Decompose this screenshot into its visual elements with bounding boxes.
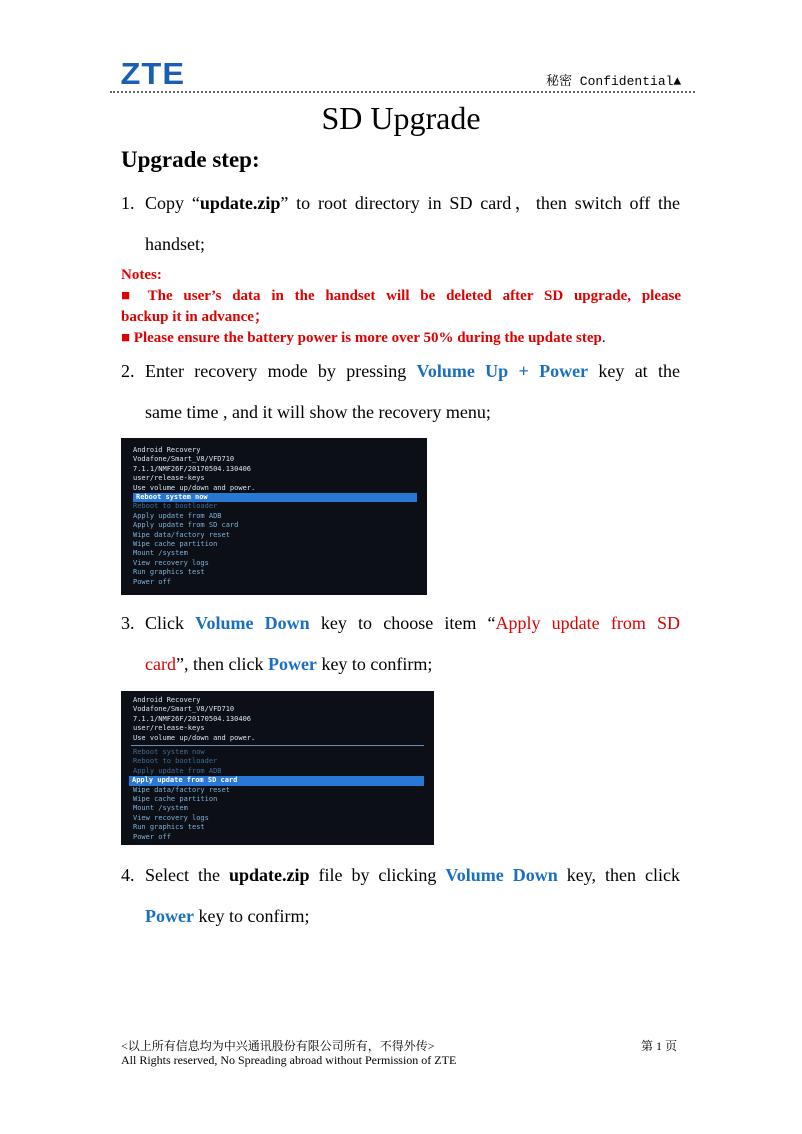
recovery-menu-item-selected: Apply update from SD card [129, 776, 424, 785]
recovery-menu-item: Run graphics test [133, 823, 205, 832]
step-2-text-c: key at the [588, 361, 680, 381]
step-1-text-a: Copy “ [145, 193, 200, 213]
step-3-text-h: key to confirm; [316, 654, 433, 674]
step-2-keys: Volume Up + Power [416, 361, 589, 381]
recovery-menu-item: Wipe cache partition [133, 795, 218, 804]
step-3-menu-item: Apply update from SD [495, 613, 681, 633]
recovery-header-line: user/release-keys [133, 724, 205, 733]
step-3-menu-item-end: card [145, 654, 176, 674]
note-1-line-1: ■ The user’s data in the handset will be deleted after SD upgrade, please [121, 288, 681, 304]
step-4-filename: update.zip [228, 865, 310, 885]
step-4-text-a: Select the [145, 865, 229, 885]
recovery-menu-item: View recovery logs [133, 558, 209, 567]
recovery-header-line: Android Recovery [133, 696, 201, 704]
note-1-line-2: backup it in advance； [121, 309, 269, 325]
step-3-line-1 [145, 603, 680, 644]
recovery-menu-item: Reboot system now [133, 748, 205, 757]
recovery-menu-item: Power off [133, 577, 171, 586]
recovery-menu-item: Mount /system [133, 804, 188, 813]
recovery-header-line: Use volume up/down and power. [133, 483, 256, 492]
notes-block [121, 265, 681, 349]
step-3-key: Volume Down [195, 613, 310, 633]
step-2-line-1 [145, 351, 680, 392]
note-2 [121, 328, 681, 349]
step-3-text-a: Click [145, 613, 196, 633]
step-2-text-a: Enter recovery mode by pressing [145, 361, 417, 381]
recovery-menu-item: Wipe data/factory reset [133, 530, 230, 539]
recovery-screenshot-1 [121, 438, 427, 595]
note-2-end: . [601, 330, 606, 346]
recovery-menu-item: Apply update from SD card [133, 521, 239, 530]
page-title: SD Upgrade [321, 100, 481, 136]
recovery-menu-item: Apply update from ADB [133, 511, 222, 520]
recovery-header-line: Use volume up/down and power. [133, 733, 256, 742]
recovery-header-line: Android Recovery [133, 446, 201, 454]
recovery-header-line: Vodafone/Smart_V8/VFD710 [133, 705, 235, 714]
recovery-menu-item: Reboot to bootloader [133, 502, 218, 511]
notes-label: Notes: [121, 267, 162, 283]
confidential-label: 秘密 Confidential▲ [546, 74, 682, 89]
recovery-menu-item-selected: Reboot system now [133, 493, 417, 502]
page-number: 第 1 页 [641, 1039, 678, 1053]
step-1-number: 1. [121, 193, 135, 213]
recovery-menu-item: Power off [133, 832, 171, 841]
step-4-power-key: Power [145, 906, 194, 926]
recovery-header-line: 7.1.1/NMF26F/20170504.130406 [133, 464, 252, 473]
step-3-number: 3. [121, 613, 135, 633]
recovery-separator [131, 745, 424, 746]
step-4-text-c: file by clicking [309, 865, 446, 885]
footer-notice-cn: <以上所有信息均为中兴通讯股份有限公司所有，不得外传> [121, 1039, 435, 1053]
zte-logo: ZTE [120, 56, 186, 91]
step-2-number: 2. [121, 361, 135, 381]
recovery-menu-item: Wipe data/factory reset [133, 785, 230, 794]
step-2-line-2: same time , and it will show the recovery menu; [145, 402, 491, 422]
recovery-menu-item: Reboot to bootloader [133, 757, 218, 766]
recovery-menu-item: View recovery logs [133, 813, 209, 822]
header-divider [110, 91, 695, 93]
step-1-filename: update.zip [199, 193, 281, 213]
step-4-text-e: key, then click [557, 865, 680, 885]
step-4-key: Volume Down [445, 865, 558, 885]
footer-notice-en: All Rights reserved, No Spreading abroad without Permission of ZTE [121, 1053, 457, 1067]
step-4-text-g: key to confirm; [193, 906, 310, 926]
step-1-text-c: ” to root directory in SD card，then switch off the [280, 193, 681, 213]
step-4-line-2 [145, 896, 309, 937]
step-3-power-key: Power [267, 654, 317, 674]
recovery-menu-item: Wipe cache partition [133, 540, 218, 549]
step-1-line-2: handset; [145, 234, 205, 254]
recovery-menu-item: Mount /system [133, 549, 188, 558]
step-1-line-1 [145, 183, 680, 224]
recovery-screenshot-2 [121, 691, 434, 845]
step-3-text-f: ”, then click [175, 654, 268, 674]
recovery-menu-item: Run graphics test [133, 568, 205, 577]
note-2-text: ■ Please ensure the battery power is more over 50% during the update step [121, 330, 602, 346]
recovery-header-line: 7.1.1/NMF26F/20170504.130406 [133, 714, 252, 723]
step-3-line-2 [145, 644, 432, 685]
recovery-menu-item: Apply update from ADB [133, 766, 222, 775]
recovery-header-line: Vodafone/Smart_V8/VFD710 [133, 455, 235, 464]
step-4-number: 4. [121, 865, 135, 885]
section-heading: Upgrade step: [121, 147, 260, 172]
step-3-text-c: key to choose item “ [309, 613, 496, 633]
recovery-header-line: user/release-keys [133, 474, 205, 483]
step-4-line-1 [145, 855, 680, 896]
